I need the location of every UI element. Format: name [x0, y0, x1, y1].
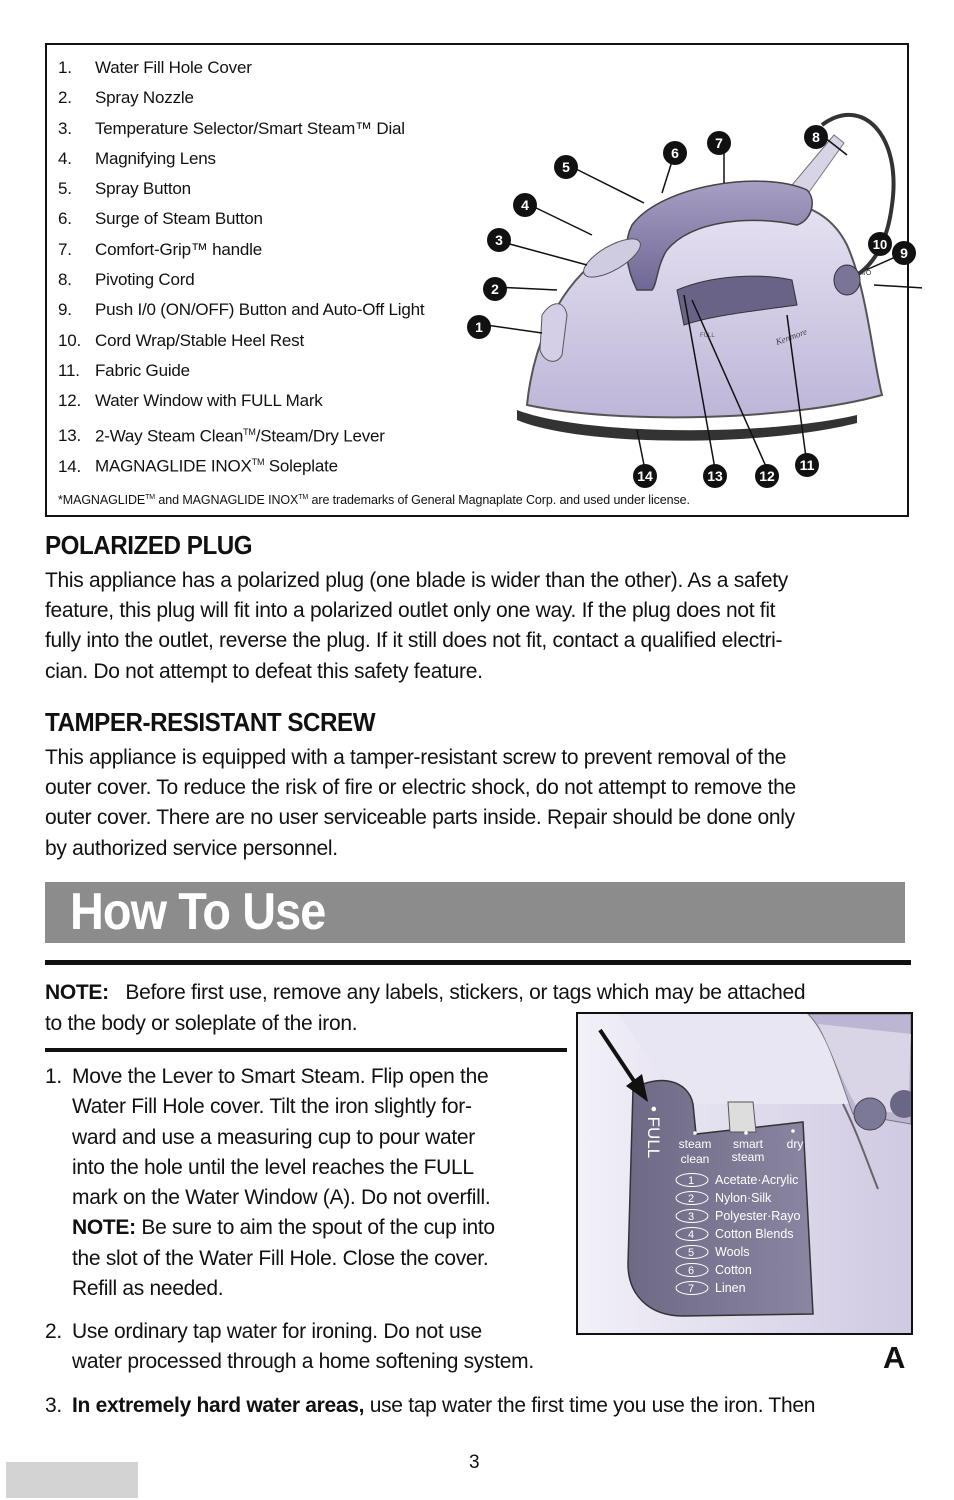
water-window-illustration [578, 1014, 911, 1333]
parts-list-item: 8. Pivoting Cord [58, 270, 195, 290]
svg-text:5: 5 [562, 159, 570, 175]
step-2: 2. Use ordinary tap water for ironing. Do not use water processed through a home softening system. [45, 1320, 534, 1374]
parts-list-item: 3. Temperature Selector/Smart Steam™ Dial [58, 118, 405, 138]
svg-text:10: 10 [872, 237, 888, 252]
divider [45, 1048, 567, 1052]
setting-number: 4 [688, 1229, 695, 1241]
callout-14 [633, 464, 657, 488]
callout-5 [554, 155, 578, 179]
svg-text:Kenmore: Kenmore [774, 326, 809, 347]
tamper-resistant-text: This appliance is equipped with a tamper-resistant screw to prevent removal of the outer cover. To reduce the risk of fire or electric shock, do not attempt to remove the outer cover. There are no user serviceable parts inside. Repair should be done only by authorized service personnel. [45, 746, 796, 860]
parts-list [58, 57, 424, 481]
fabric-name: Cotton [715, 1263, 752, 1277]
svg-text:7: 7 [715, 135, 723, 151]
callout-9 [892, 241, 916, 265]
fabric-name: Nylon·Silk [715, 1191, 772, 1205]
parts-list-item: 10. Cord Wrap/Stable Heel Rest [58, 330, 304, 350]
trademark-note: *MAGNAGLIDE™ and MAGNAGLIDE INOX™ are trademarks of General Magnaplate Corp. and used under license. [58, 493, 690, 507]
parts-list-item: 12. Water Window with FULL Mark [58, 391, 323, 411]
setting-number: 3 [688, 1211, 695, 1223]
parts-list-item: 1. Water Fill Hole Cover [58, 58, 252, 77]
callout-3 [487, 228, 511, 252]
svg-text:I/O: I/O [862, 270, 872, 277]
setting-number: 6 [688, 1265, 695, 1277]
parts-list-item: 4. Magnifying Lens [58, 148, 216, 168]
svg-text:steam: steam [731, 1150, 765, 1164]
callout-10 [865, 230, 895, 260]
callout-2 [483, 277, 507, 301]
setting-number: 5 [688, 1247, 695, 1259]
step-3: 3. In extremely hard water areas, use tap water the first time you use the iron. Then [45, 1394, 816, 1417]
svg-text:clean: clean [680, 1152, 710, 1166]
fabric-name: Polyester·Rayo [715, 1209, 801, 1223]
svg-text:12: 12 [759, 468, 775, 484]
divider [45, 960, 911, 965]
svg-text:2: 2 [491, 281, 499, 297]
polarized-plug-heading: POLARIZED PLUG [45, 530, 253, 560]
setting-number: 2 [688, 1193, 695, 1205]
polarized-plug-text: This appliance has a polarized plug (one blade is wider than the other). As a safety feature, this plug will fit into a polarized outlet only one way. If the plug does not fit fully into the outlet, reverse the plug. If it still does not fit, contact a qualified electri- cian. Do not attempt to defeat this safety feature. [45, 569, 788, 683]
parts-list-item: 9. Push I/0 (ON/OFF) Button and Auto-Off Light [58, 300, 425, 320]
svg-text:11: 11 [799, 457, 815, 473]
fabric-name: Linen [715, 1281, 746, 1295]
parts-list-item: 7. Comfort-Grip™ handle [58, 239, 263, 259]
step-1: 1. Move the Lever to Smart Steam. Flip open the Water Fill Hole cover. Tilt the iron slightly for- ward and use a measuring cup to pour water into the hole until the level reaches the FULL mark on the Water Window (A). Do not overfill. NOTE: Be sure to aim the spout of the cup into the slot of the Water Fill Hole. Close the cover. Refill as needed. [45, 1065, 495, 1301]
water-window-closeup-figure [576, 1012, 913, 1335]
parts-list-item: 14. MAGNAGLIDE INOX™ Soleplate [58, 456, 338, 476]
svg-text:smart: smart [733, 1137, 763, 1151]
svg-text:13: 13 [707, 468, 723, 484]
on-off-button [834, 265, 860, 295]
fabric-name: Wools [715, 1245, 750, 1259]
how-to-use-title: How To Use [70, 883, 326, 941]
svg-text:14: 14 [637, 468, 653, 484]
svg-text:8: 8 [812, 129, 820, 145]
svg-text:dry: dry [786, 1137, 804, 1151]
parts-list-item: 5. Spray Button [58, 179, 191, 199]
callout-12 [755, 464, 779, 488]
parts-list-item: 6. Surge of Steam Button [58, 209, 263, 229]
parts-list-item: 2. Spray Nozzle [58, 88, 194, 108]
tamper-resistant-heading: TAMPER-RESISTANT SCREW [45, 707, 376, 737]
svg-text:4: 4 [521, 197, 529, 213]
svg-text:9: 9 [900, 245, 908, 261]
svg-text:steam: steam [678, 1137, 712, 1151]
figure-label: A [883, 1340, 906, 1375]
callout-4 [513, 193, 537, 217]
fabric-row [676, 1191, 772, 1205]
svg-text:• FULL: • FULL [644, 1106, 663, 1159]
first-use-note: NOTE: Before first use, remove any labels, stickers, or tags which may be attached to the body or soleplate of the iron. [45, 981, 806, 1035]
fabric-name: Acetate·Acrylic [715, 1173, 799, 1187]
svg-text:3: 3 [495, 232, 503, 248]
setting-number: 1 [688, 1175, 695, 1187]
callout-6 [663, 141, 687, 165]
callout-1 [467, 315, 491, 339]
page-number: 3 [469, 1452, 480, 1473]
svg-text:1: 1 [475, 319, 483, 335]
iron-diagram [462, 75, 922, 495]
page-tab-marker [6, 1462, 138, 1498]
fabric-name: Cotton Blends [715, 1227, 794, 1241]
callout-8 [804, 125, 828, 149]
callout-7 [707, 131, 731, 155]
parts-list-item: 13. 2-Way Steam Clean™/Steam/Dry Lever [58, 426, 385, 446]
callout-13 [703, 464, 727, 488]
svg-text:6: 6 [671, 145, 679, 161]
setting-number: 7 [688, 1283, 695, 1295]
how-to-use-banner [45, 882, 905, 943]
fabric-row [676, 1227, 794, 1241]
callout-11 [795, 453, 819, 477]
parts-legend-box [45, 43, 909, 517]
parts-list-item: 11. Fabric Guide [58, 360, 190, 380]
svg-text:FULL: FULL [700, 333, 715, 339]
